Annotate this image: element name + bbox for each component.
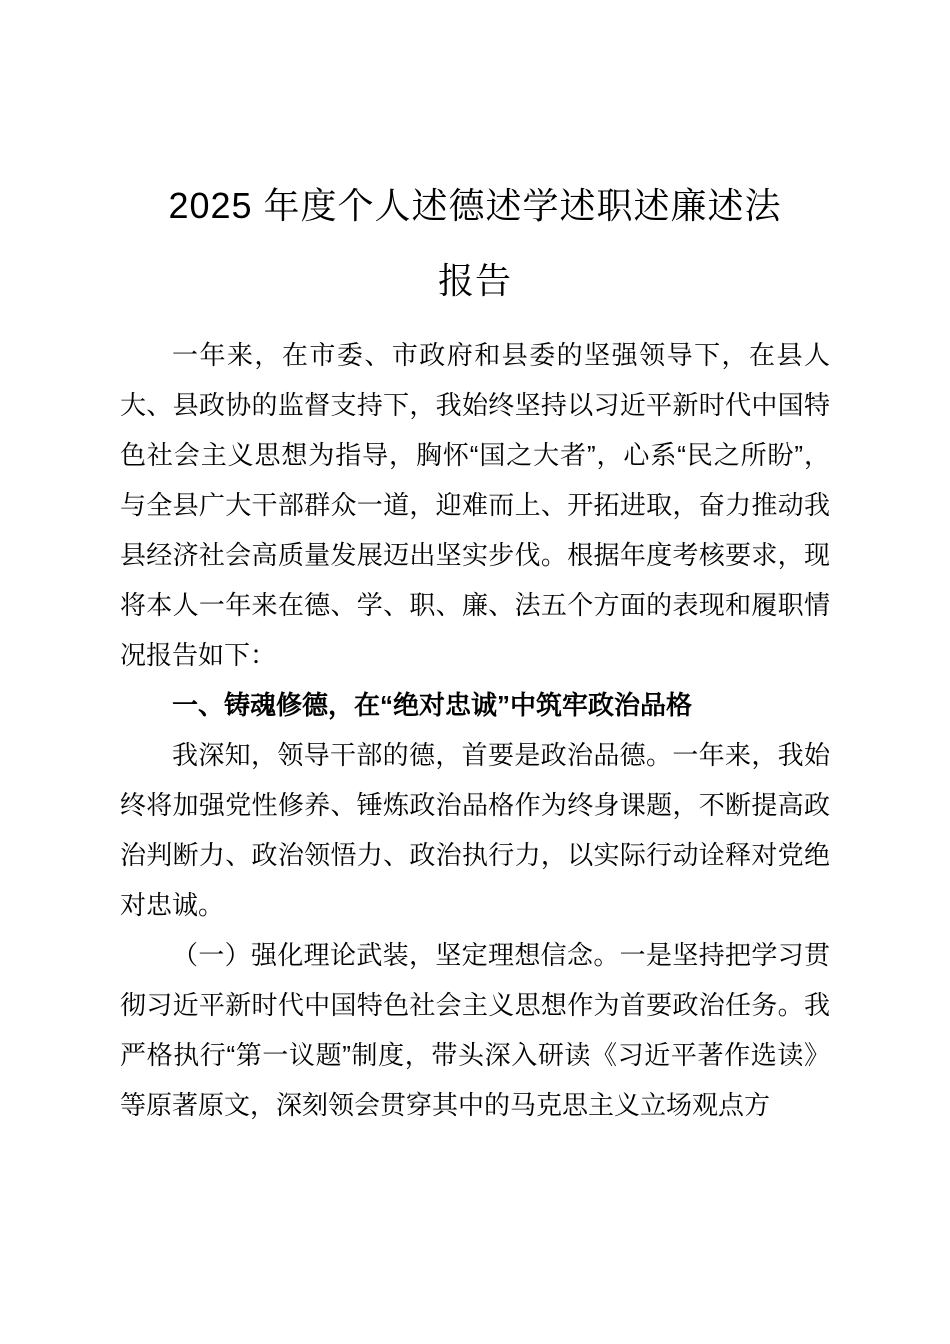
- section-heading-1: 一、铸魂修德，在“绝对忠诚”中筑牢政治品格: [172, 690, 693, 720]
- document-title-line1: 2025 年度个人述德述学述职述廉述法: [168, 185, 782, 226]
- paragraph-intro: 一年来，在市委、市政府和县委的坚强领导下，在县人大、县政协的监督支持下，我始终坚持以习近平新时代中国特色社会主义思想为指导，胸怀“国之大者”，心系“民之所盼”，与全县广大干部群众一道，迎难而上、开拓进取，奋力推动我县经济社会高质量发展迈出坚实步伐。根据年度考核要求，现将本人一年来在德、学、职、廉、法五个方面的表现和履职情况报告如下：: [120, 340, 830, 670]
- document-body: [120, 330, 830, 1130]
- paragraph-theory-study: （一）强化理论武装，坚定理想信念。一是坚持把学习贯彻习近平新时代中国特色社会主义思想作为首要政治任务。我严格执行“第一议题”制度，带头深入研读《习近平著作选读》等原著原文，深刻领会贯穿其中的马克思主义立场观点方: [120, 940, 830, 1120]
- paragraph-political-virtue: 我深知，领导干部的德，首要是政治品德。一年来，我始终将加强党性修养、锤炼政治品格作为终身课题，不断提高政治判断力、政治领悟力、政治执行力，以实际行动诠释对党绝对忠诚。: [120, 740, 830, 920]
- document-title: [120, 168, 830, 318]
- document-title-line2: 报告: [437, 260, 512, 301]
